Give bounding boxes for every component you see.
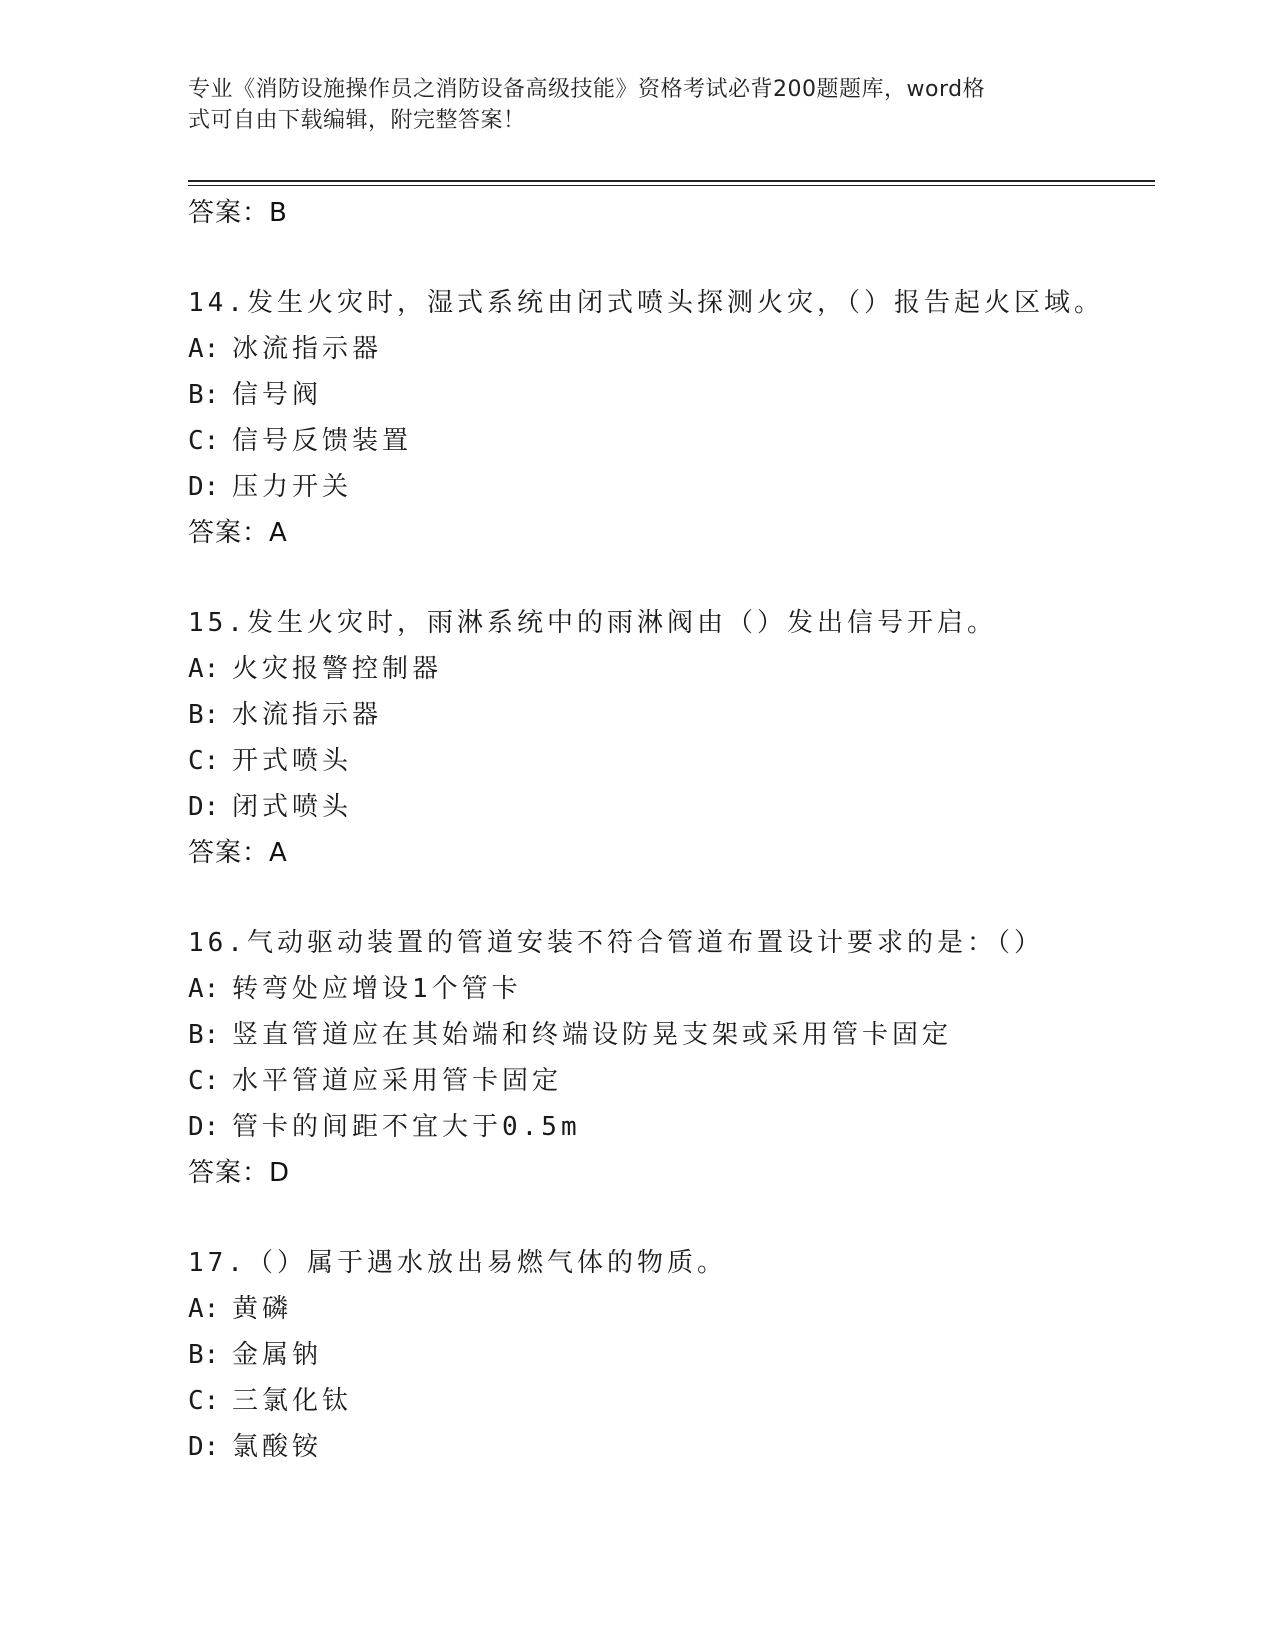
header-line-1: 专业《消防设施操作员之消防设备高级技能》资格考试必背200题题库，word格 [188, 77, 986, 102]
option-a [188, 966, 1148, 1012]
question-14 [188, 280, 1148, 556]
option-text: 火灾报警控制器 [232, 654, 443, 684]
question-text: 15.发生火灾时，雨淋系统中的雨淋阀由（）发出信号开启。 [188, 608, 997, 638]
header-line-2: 式可自由下载编辑，附完整答案！ [188, 108, 526, 133]
header-divider-thick [188, 180, 1155, 182]
option-key: A: [188, 334, 220, 364]
option-key: D: [188, 1112, 220, 1142]
option-c [188, 1058, 1148, 1104]
option-d [188, 784, 1148, 830]
answer-line: 答案：B [188, 198, 288, 228]
option-key: D: [188, 792, 220, 822]
option-b [188, 692, 1148, 738]
option-key: C: [188, 1066, 220, 1096]
option-d [188, 1104, 1148, 1150]
option-a [188, 326, 1148, 372]
question-text: 17.（）属于遇水放出易燃气体的物质。 [188, 1248, 727, 1278]
option-a [188, 646, 1148, 692]
option-key: C: [188, 746, 220, 776]
option-d [188, 1424, 1148, 1470]
option-text: 水流指示器 [232, 700, 383, 730]
option-d [188, 464, 1148, 510]
answer-line: 答案：D [188, 1158, 291, 1188]
option-key: D: [188, 472, 220, 502]
option-text: 冰流指示器 [232, 334, 383, 364]
question-list [188, 190, 1148, 1470]
option-c [188, 418, 1148, 464]
option-key: A: [188, 974, 220, 1004]
option-text: 转弯处应增设1个管卡 [232, 974, 522, 1004]
question-17 [188, 1240, 1148, 1470]
option-text: 信号反馈装置 [232, 426, 413, 456]
option-text: 竖直管道应在其始端和终端设防晃支架或采用管卡固定 [232, 1020, 953, 1050]
option-key: A: [188, 1294, 220, 1324]
option-text: 信号阀 [232, 380, 323, 410]
option-key: A: [188, 654, 220, 684]
option-key: C: [188, 1386, 220, 1416]
option-text: 黄磷 [232, 1294, 293, 1324]
answer-line: 答案：A [188, 838, 288, 868]
question-text: 14.发生火灾时，湿式系统由闭式喷头探测火灾，（）报告起火区域。 [188, 288, 1104, 318]
option-c [188, 1378, 1148, 1424]
header-divider-thin [188, 185, 1155, 186]
option-text: 水平管道应采用管卡固定 [232, 1066, 563, 1096]
option-c [188, 738, 1148, 784]
answer-line: 答案：A [188, 518, 288, 548]
option-text: 闭式喷头 [232, 792, 353, 822]
option-a [188, 1286, 1148, 1332]
option-key: B: [188, 1020, 220, 1050]
option-key: B: [188, 700, 220, 730]
option-text: 压力开关 [232, 472, 353, 502]
option-key: C: [188, 426, 220, 456]
option-text: 开式喷头 [232, 746, 353, 776]
option-key: B: [188, 380, 220, 410]
option-b [188, 372, 1148, 418]
question-text: 16.气动驱动装置的管道安装不符合管道布置设计要求的是：（） [188, 928, 1044, 958]
option-b [188, 1012, 1148, 1058]
option-text: 三氯化钛 [232, 1386, 353, 1416]
question-16 [188, 920, 1148, 1196]
option-text: 氯酸铵 [232, 1432, 323, 1462]
document-header [188, 74, 1088, 136]
option-key: D: [188, 1432, 220, 1462]
question-15 [188, 600, 1148, 876]
option-text: 管卡的间距不宜大于0.5m [232, 1112, 581, 1142]
option-b [188, 1332, 1148, 1378]
option-key: B: [188, 1340, 220, 1370]
option-text: 金属钠 [232, 1340, 323, 1370]
